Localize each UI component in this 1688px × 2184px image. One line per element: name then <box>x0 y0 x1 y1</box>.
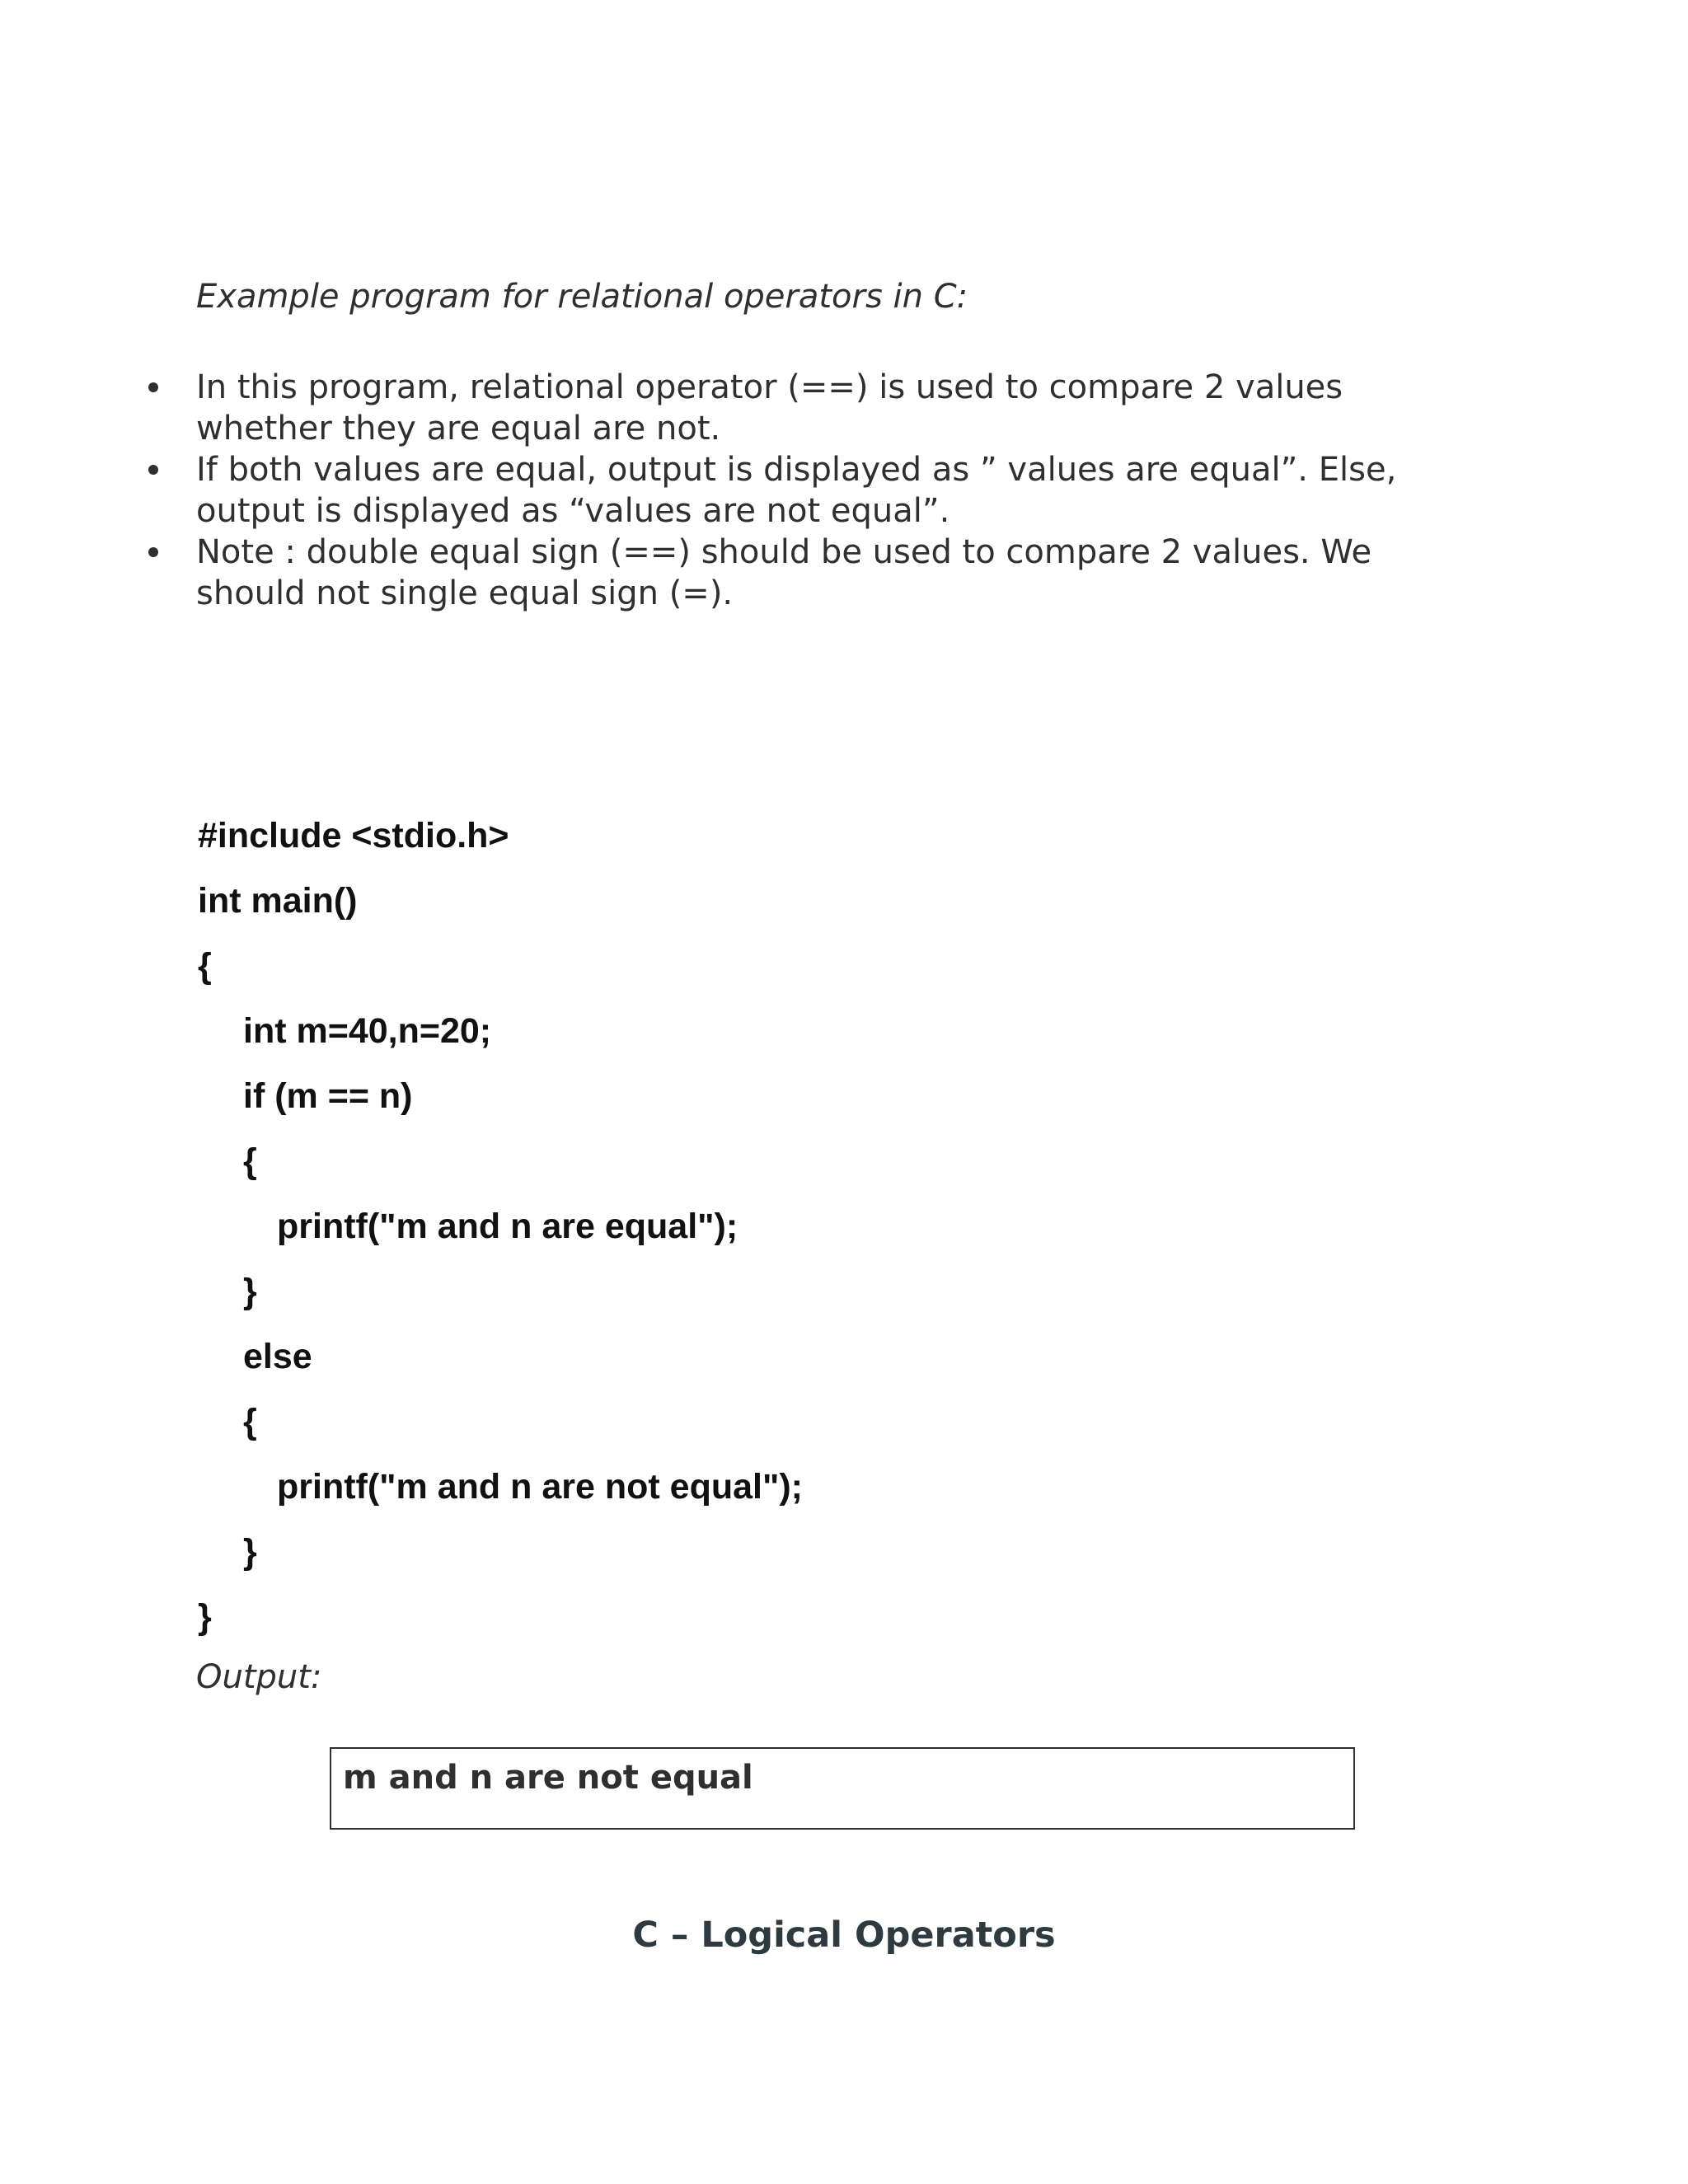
code-line: { <box>243 1402 257 1441</box>
list-item <box>148 449 1401 532</box>
code-line: { <box>198 946 212 986</box>
code-line: else <box>243 1337 312 1376</box>
list-item <box>148 532 1401 614</box>
list-item-text: If both values are equal, output is displayed as ” values are equal”. Else, output is displayed as “values are not equal”. <box>196 451 1397 530</box>
code-line: printf("m and n are equal"); <box>277 1207 738 1246</box>
code-block <box>198 804 803 1650</box>
list-item-text: In this program, relational operator (==) is used to compare 2 values whether they are equal are not. <box>196 368 1343 448</box>
bullet-icon <box>148 465 158 475</box>
code-line: { <box>243 1141 257 1181</box>
bullet-icon <box>148 547 158 557</box>
code-line: } <box>243 1272 257 1311</box>
output-box <box>330 1747 1355 1830</box>
code-line: int m=40,n=20; <box>243 1011 492 1051</box>
output-text: m and n are not equal <box>343 1759 753 1797</box>
code-line: int main() <box>198 881 358 921</box>
code-line: #include <stdio.h> <box>198 816 509 855</box>
example-heading: Example program for relational operators in C: <box>196 278 968 316</box>
section-heading: C – Logical Operators <box>632 1915 1056 1956</box>
list-item <box>148 367 1401 449</box>
list-item-text: Note : double equal sign (==) should be used to compare 2 values. We should not single equal sign (=). <box>196 533 1372 612</box>
code-line: } <box>243 1532 257 1572</box>
explanation-list <box>148 367 1401 614</box>
output-label: Output: <box>196 1658 322 1696</box>
code-line: printf("m and n are not equal"); <box>277 1467 803 1507</box>
code-line: } <box>198 1597 212 1637</box>
bullet-icon <box>148 382 158 392</box>
code-line: if (m == n) <box>243 1076 413 1116</box>
